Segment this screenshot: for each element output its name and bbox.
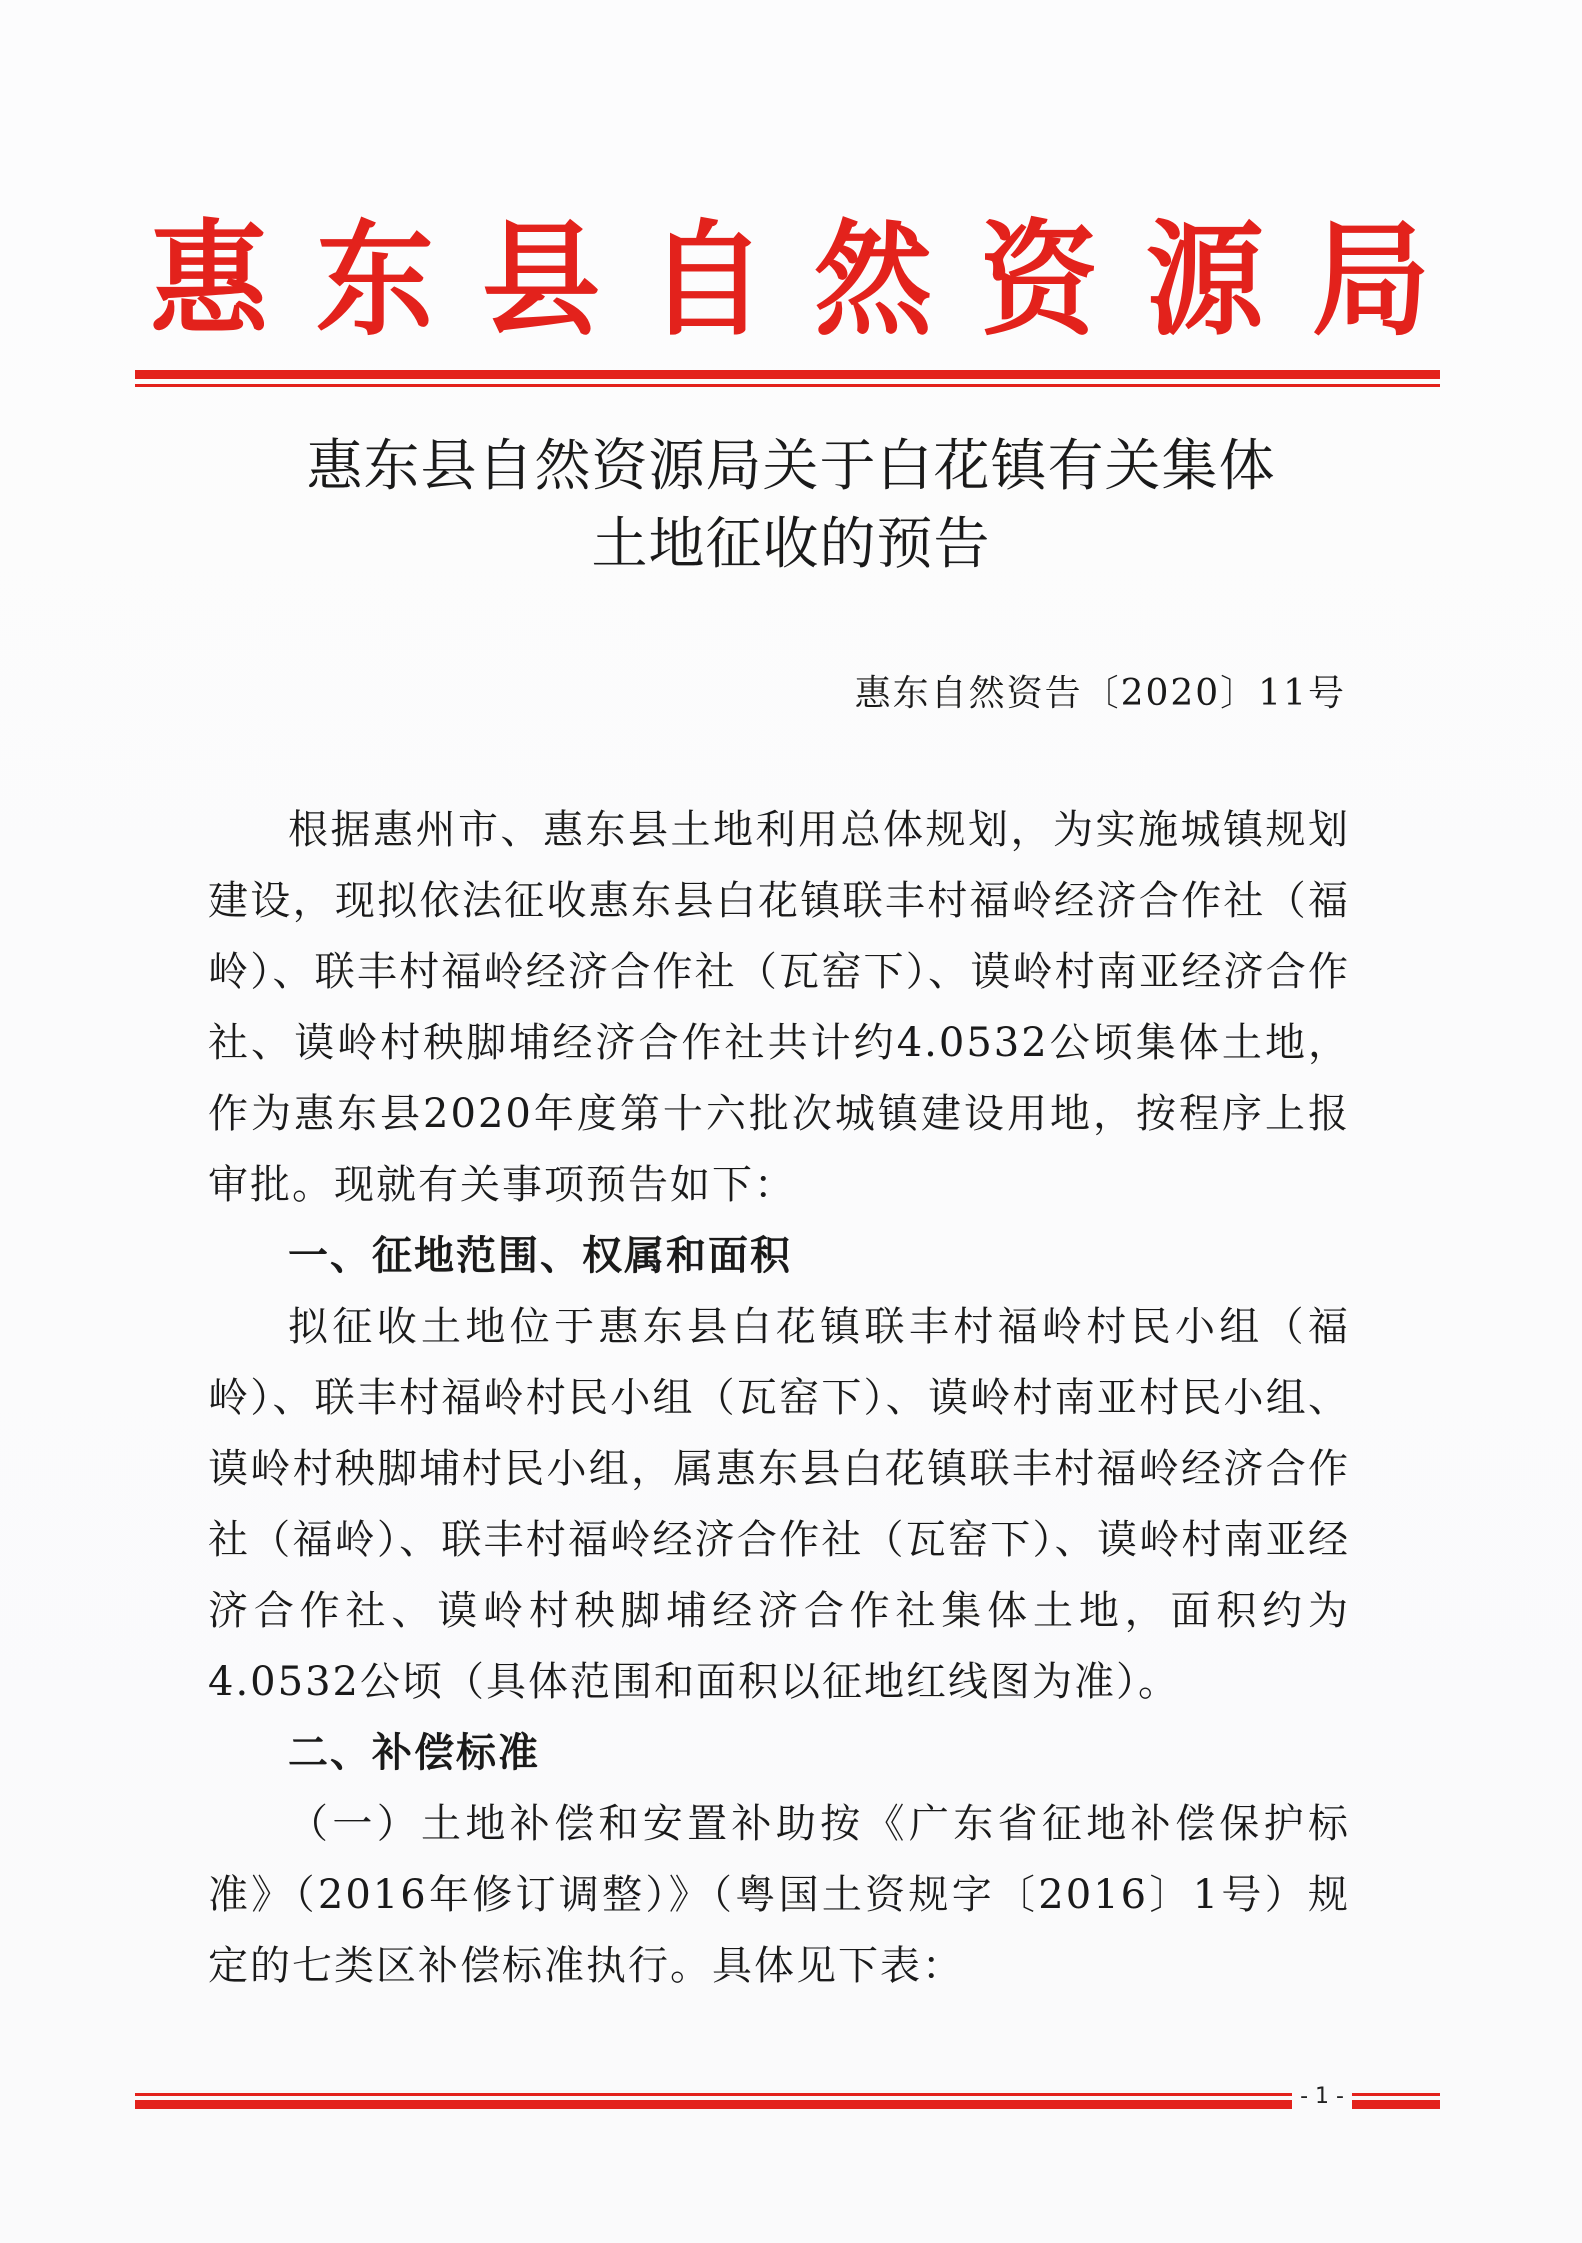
section-1-paragraph: 拟征收土地位于惠东县白花镇联丰村福岭村民小组（福岭）、联丰村福岭村民小组（瓦窑下）、谟岭村南亚村民小组、谟岭村秧脚埔村民小组，属惠东县白花镇联丰村福岭经济合作社（福岭）、联丰村福岭经济合作社（瓦窑下）、谟岭村南亚经济合作社、谟岭村秧脚埔经济合作社集体土地，面积约为4.0532公顷（具体范围和面积以征地红线图为准）。	[208, 1304, 1350, 1705]
masthead-title	[150, 205, 1430, 355]
masthead-rule-thick	[135, 370, 1440, 379]
document-body	[208, 795, 1350, 2002]
masthead-char: 资	[979, 206, 1098, 353]
masthead-char: 源	[1145, 206, 1264, 353]
footer-rule-thick	[135, 2100, 1440, 2109]
masthead-char: 然	[813, 206, 932, 353]
section-2-paragraph: （一）土地补偿和安置补助按《广东省征地补偿保护标准》（2016年修订调整）》（粤国土资规字〔2016〕1号）规定的七类区补偿标准执行。具体见下表：	[208, 1801, 1350, 1989]
title-line-2: 土地征收的预告	[591, 512, 991, 577]
footer-rule-thin	[135, 2093, 1440, 2096]
document-title	[0, 428, 1582, 584]
masthead-char: 自	[647, 206, 766, 353]
intro-paragraph: 根据惠州市、惠东县土地利用总体规划，为实施城镇规划建设，现拟依法征收惠东县白花镇联丰村福岭经济合作社（福岭）、联丰村福岭经济合作社（瓦窑下）、谟岭村南亚经济合作社、谟岭村秧脚埔经济合作社共计约4.0532公顷集体土地，作为惠东县2020年度第十六批次城镇建设用地，按程序上报审批。现就有关事项预告如下：	[208, 807, 1350, 1208]
section-2-heading: 二、补偿标准	[288, 1730, 540, 1776]
masthead-rule-thin	[135, 384, 1440, 387]
masthead-char: 东	[315, 206, 434, 353]
page-number: - 1 -	[1292, 2084, 1352, 2109]
masthead-char: 县	[481, 206, 600, 353]
section-1-heading: 一、征地范围、权属和面积	[288, 1233, 792, 1279]
title-line-1: 惠东县自然资源局关于白花镇有关集体	[306, 434, 1276, 499]
document-number: 惠东自然资告〔2020〕11号	[854, 673, 1346, 714]
masthead-char: 惠	[150, 206, 269, 353]
masthead-char: 局	[1311, 206, 1430, 353]
